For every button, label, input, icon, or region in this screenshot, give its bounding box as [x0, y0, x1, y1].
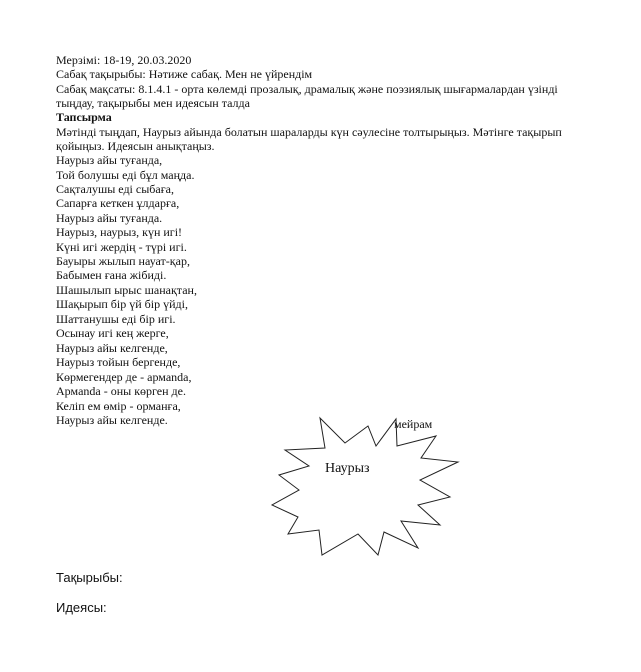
poem-line: Армanda - оны көрген де.	[56, 384, 186, 398]
idea-label: Идеясы:	[56, 600, 107, 615]
poem-line: Наурыз тойын бергенде,	[56, 355, 181, 369]
poem-line: Той болушы еді бұл маңда.	[56, 168, 195, 182]
star-center-label: Наурыз	[325, 461, 370, 476]
poem-line: Күні игі жердің - түрі игі.	[56, 240, 187, 254]
poem-line: Наурыз айы туғанда,	[56, 153, 163, 167]
date-line: Мерзімі: 18-19, 20.03.2020	[56, 53, 192, 67]
task-instruction-line-2: қойыңыз. Идеясын анықтаңыз.	[56, 139, 215, 153]
poem-line: Шақырып бір үй бір үйді,	[56, 297, 188, 311]
task-heading: Тапсырма	[56, 110, 112, 124]
poem-line: Келіп ем өмір - орманға,	[56, 399, 181, 413]
poem-line: Сапарға кеткен ұлдарға,	[56, 196, 180, 210]
poem-line: Сақталушы еді сыбаға,	[56, 182, 174, 196]
poem-line: Бабымен ғана жібиді.	[56, 268, 167, 282]
lesson-goal-line-1: Сабақ мақсаты: 8.1.4.1 - орта көлемді прозалық, драмалық және поэзиялық шығармалардан үзінді	[56, 82, 558, 96]
poem-line: Шаттанушы еді бір игі.	[56, 312, 176, 326]
poem-line: Наурыз айы келгенде,	[56, 341, 168, 355]
poem-line: Наурыз, наурыз, күн игі!	[56, 225, 183, 239]
lesson-goal-line-2: тыңдау, тақырыбы мен идеясын талда	[56, 96, 250, 110]
poem-line: Шашылып ырыс шанақтан,	[56, 283, 197, 297]
topic-label: Тақырыбы:	[56, 570, 123, 585]
star-ray-label: мейрам	[394, 417, 433, 431]
task-instruction-line-1: Мәтінді тыңдап, Наурыз айында болатын шараларды күн сәулесіне толтырыңыз. Мәтінге тақырып	[56, 125, 562, 139]
poem-line: Көрмегендер де - армanda,	[56, 370, 192, 384]
poem-line: Осынау игі кең жерге,	[56, 326, 169, 340]
poem-line: Наурыз айы келгенде.	[56, 413, 168, 427]
sun-burst-outline	[272, 418, 458, 555]
poem-line: Наурыз айы туғанда.	[56, 211, 163, 225]
poem-line: Бауыры жылып науат-қар,	[56, 254, 190, 268]
lesson-topic-line: Сабақ тақырыбы: Нәтиже сабақ. Мен не үйрендім	[56, 67, 313, 81]
